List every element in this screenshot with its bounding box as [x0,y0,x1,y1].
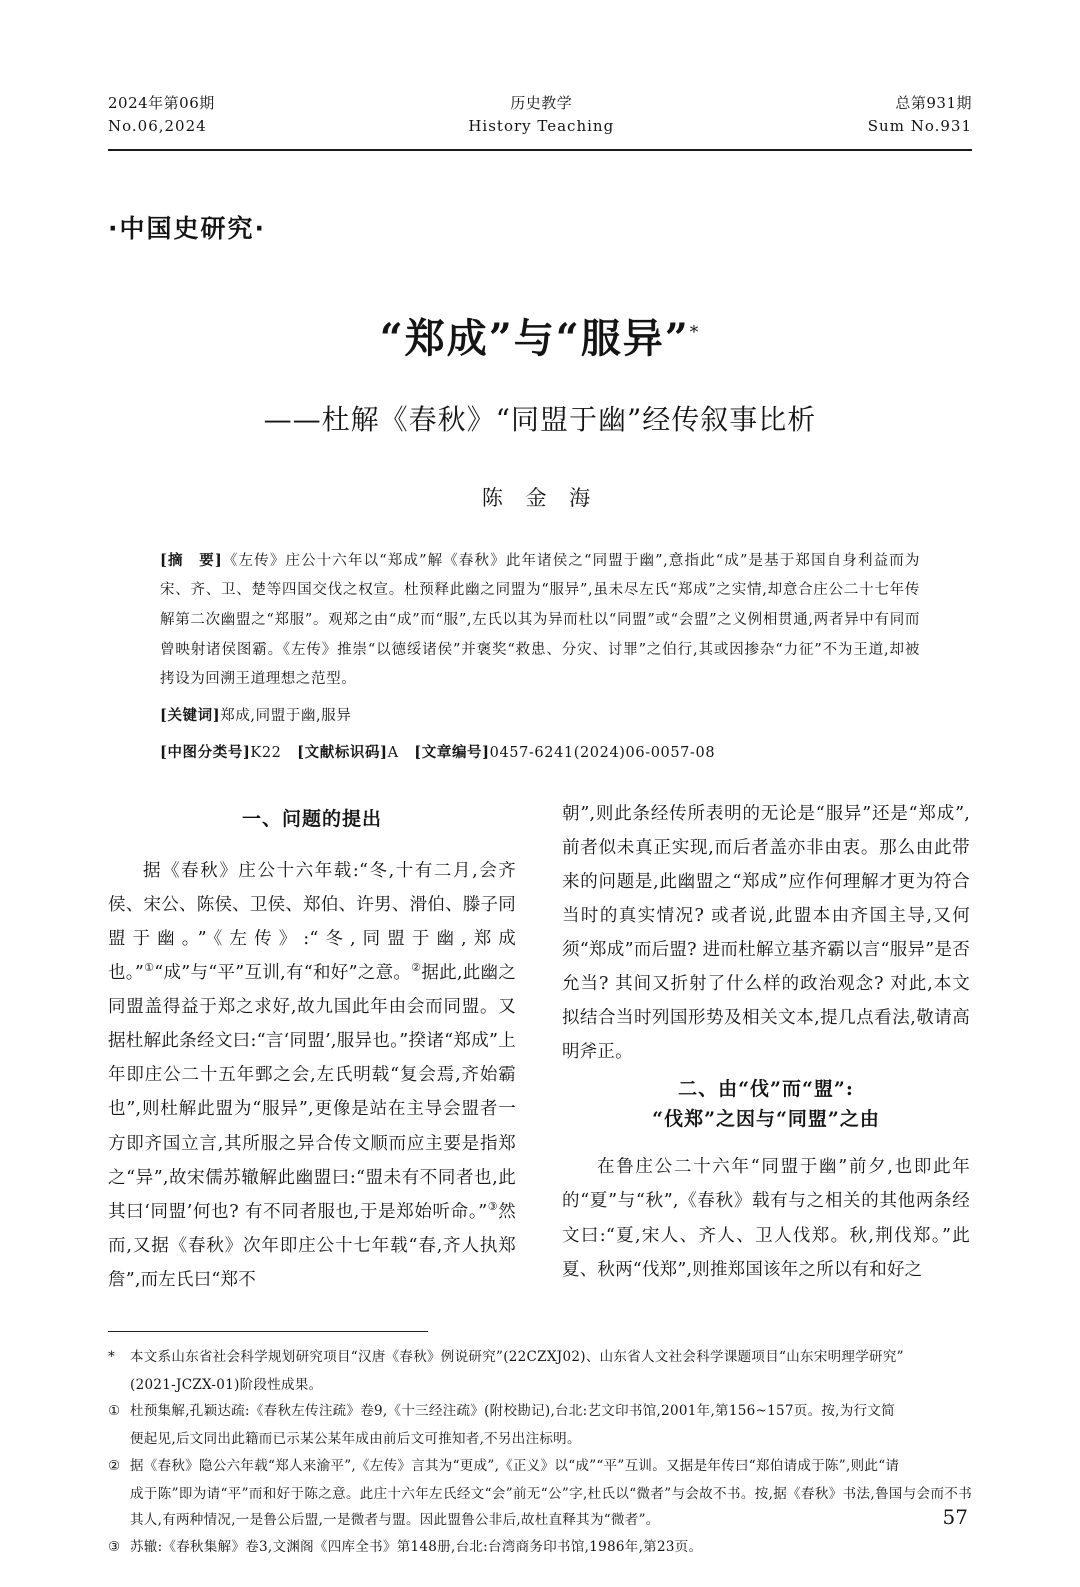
keywords-line [160,701,920,732]
footnote-text: 本文系山东省社会科学规划研究项目“汉唐《春秋》例说研究”(22CZXJ02)、山东省人文社会科学课题项目“山东宋明理学研究” [130,1348,904,1365]
footnote-marker: ① [108,1403,121,1420]
section-heading-2-line2: “伐郑”之因与“同盟”之由 [652,1107,880,1130]
section-kicker: ·中国史研究· [108,213,266,243]
serial-en: Sum No.931 [867,117,972,136]
article-number-label: [文章编号] [414,743,490,761]
title-footnote-marker: * [689,322,701,343]
running-head-right [868,92,972,139]
doc-type-label: [文献标识码] [297,743,388,761]
page-number: 57 [942,1505,968,1529]
paragraph-right-continued: 朝”,则此条经传所表明的无论是“服异”还是“郑成”,前者似未真正实现,而后者盖亦非由衷。那么由此带来的问题是,此幽盟之“郑成”应作何理解才更为符合当时的真实情况? 或者说,此盟本由齐国主导,又何须“郑成”而后盟? 进而杜解立基齐霸以言“服异”是否允当? 其间又折射了什么样的政治观念? 对此,本文拟结合当时列国形势及相关文本,提几点看法,敬请高明斧正。 [562,803,970,1063]
classification-line [160,738,920,769]
footnote-text-cont: 便起见,后文同出此籍而已示某公某年成由前后文可推知者,不另出注标明。 [130,1431,581,1448]
section-heading-1: 一、问题的提出 [241,807,382,830]
footnote-ref-1: ① [143,961,155,975]
column-left [108,797,516,1317]
footnote-item [108,1344,972,1399]
clc-label: [中图分类号] [160,743,251,761]
footnote-marker: * [108,1348,116,1365]
footnote-item [108,1534,972,1560]
abstract-paragraph [160,546,920,696]
footnotes [108,1344,972,1561]
para-left-1b: “成”与“平”互训,有“和好”之意。 [154,962,412,983]
page-title [108,307,972,364]
footnote-text: 杜预集解,孔颖达疏:《春秋左传注疏》卷9,《十三经注疏》(附校勘记),台北:艺文印书馆,2001年,第156~157页。按,为行文简 [130,1403,895,1420]
body-columns [108,797,972,1317]
issue-en: No.06,2024 [108,117,207,136]
serial-cn: 总第931期 [895,94,972,112]
abstract-block [160,546,920,769]
footnote-text-cont: 成于陈”即为请“平”而和好于陈之意。此庄十六年左氏经文“会”前无“公”字,杜氏以“微者”与会故不书。按,据《春秋》书法,鲁国与会而不书其人,有两种情况,一是鲁公后盟,一是微者与盟。因此盟鲁公非后,故杜直释其为“微者”。 [130,1486,972,1529]
running-head [108,92,972,139]
keywords-text: 郑成,同盟于幽,服异 [220,708,352,725]
title-text: “郑成”与“服异” [379,314,690,362]
header-rule [108,149,972,151]
article-number-value: 0457-6241(2024)06-0057-08 [489,744,716,761]
footnote-text: 苏辙:《春秋集解》卷3,文渊阁《四库全书》第148册,台北:台湾商务印书馆,1986年,第23页。 [130,1538,703,1555]
para-left-1d: 然而,又据《春秋》次年即庄公十七年载“春,齐人执郑詹”,而左氏曰“郑不 [108,1201,516,1291]
footnote-text: 据《春秋》隐公六年载“郑人来渝平”,《左传》言其为“更成”,《正义》以“成”“平”互训。又据是年传曰“郑伯请成于陈”,则此“请 [130,1457,900,1474]
footnote-marker: ② [108,1457,121,1474]
column-right [562,797,970,1317]
footnote-ref-2: ② [411,961,422,975]
paragraph-left-1 [108,854,516,1298]
abstract-label: [摘 要] [160,551,223,569]
clc-value: K22 [250,744,282,761]
section-heading-2 [562,1074,970,1135]
author-name: 陈 金 海 [481,485,599,510]
page-subtitle: ——杜解《春秋》“同盟于幽”经传叙事比析 [263,402,817,436]
running-head-center [215,92,868,139]
paragraph-right-2: 在鲁庄公二十六年“同盟于幽”前夕,也即此年的“夏”与“秋”,《春秋》载有与之相关的其他两条经文曰:“夏,宋人、齐人、卫人伐郑。秋,荆伐郑。”此夏、秋两“伐郑”,则推郑国该年之所以有和好之 [562,1157,970,1280]
journal-name-cn: 历史教学 [510,94,573,112]
footnote-ref-3: ③ [487,1200,499,1213]
footnote-item [108,1453,972,1534]
keywords-label: [关键词] [160,707,221,725]
abstract-text: 《左传》庄公十六年以“郑成”解《春秋》此年诸侯之“同盟于幽”,意指此“成”是基于郑国自身利益而为宋、齐、卫、楚等四国交伐之权宣。杜预释此幽之同盟为“服异”,虽未尽左氏“郑成”之实情,却意合庄公二十七年传解第二次幽盟之“郑服”。观郑之由“成”而“服”,左氏以其为异而杜以“同盟”或“会盟”之义例相贯通,两者异中有同而曾映射诸侯图霸。《左传》推崇“以德绥诸侯”并褒奖“救患、分灾、讨罪”之伯行,其或因掺杂“力征”不为王道,却被拷设为回溯王道理想之范型。 [160,552,920,688]
footnote-marker: ③ [108,1538,121,1555]
footnote-text-cont: (2021-JCZX-01)阶段性成果。 [130,1376,323,1393]
footnote-item [108,1398,972,1453]
para-left-1c: 据此,此幽之同盟盖得益于郑之求好,故九国此年由会而同盟。又据杜解此条经文曰:“言‘同盟’,服异也。”揆诸“郑成”上年即庄公二十五年鄄之会,左氏明载“复会焉,齐始霸也”,则杜解此盟为“服异”,更像是站在主导会盟者一方即齐国立言,其所服之异合传文顺而应主要是指郑之“异”,故宋儒苏辙解此幽盟曰:“盟未有不同者也,此其曰‘同盟’何也? 有不同者服也,于是郑始听命。” [108,962,517,1222]
journal-name-en: History Teaching [468,117,615,136]
para-left-1a: 据《春秋》庄公十六年载:“冬,十有二月,会齐侯、宋公、陈侯、卫侯、郑伯、许男、滑伯、滕子同盟于幽。”《左传》:“冬,同盟于幽,郑成也。” [108,860,516,983]
issue-cn: 2024年第06期 [108,94,215,112]
footnote-rule [108,1331,428,1332]
running-head-left [108,92,215,139]
doc-type-value: A [387,744,399,761]
section-heading-2-line1: 二、由“伐”而“盟”: [678,1077,854,1100]
